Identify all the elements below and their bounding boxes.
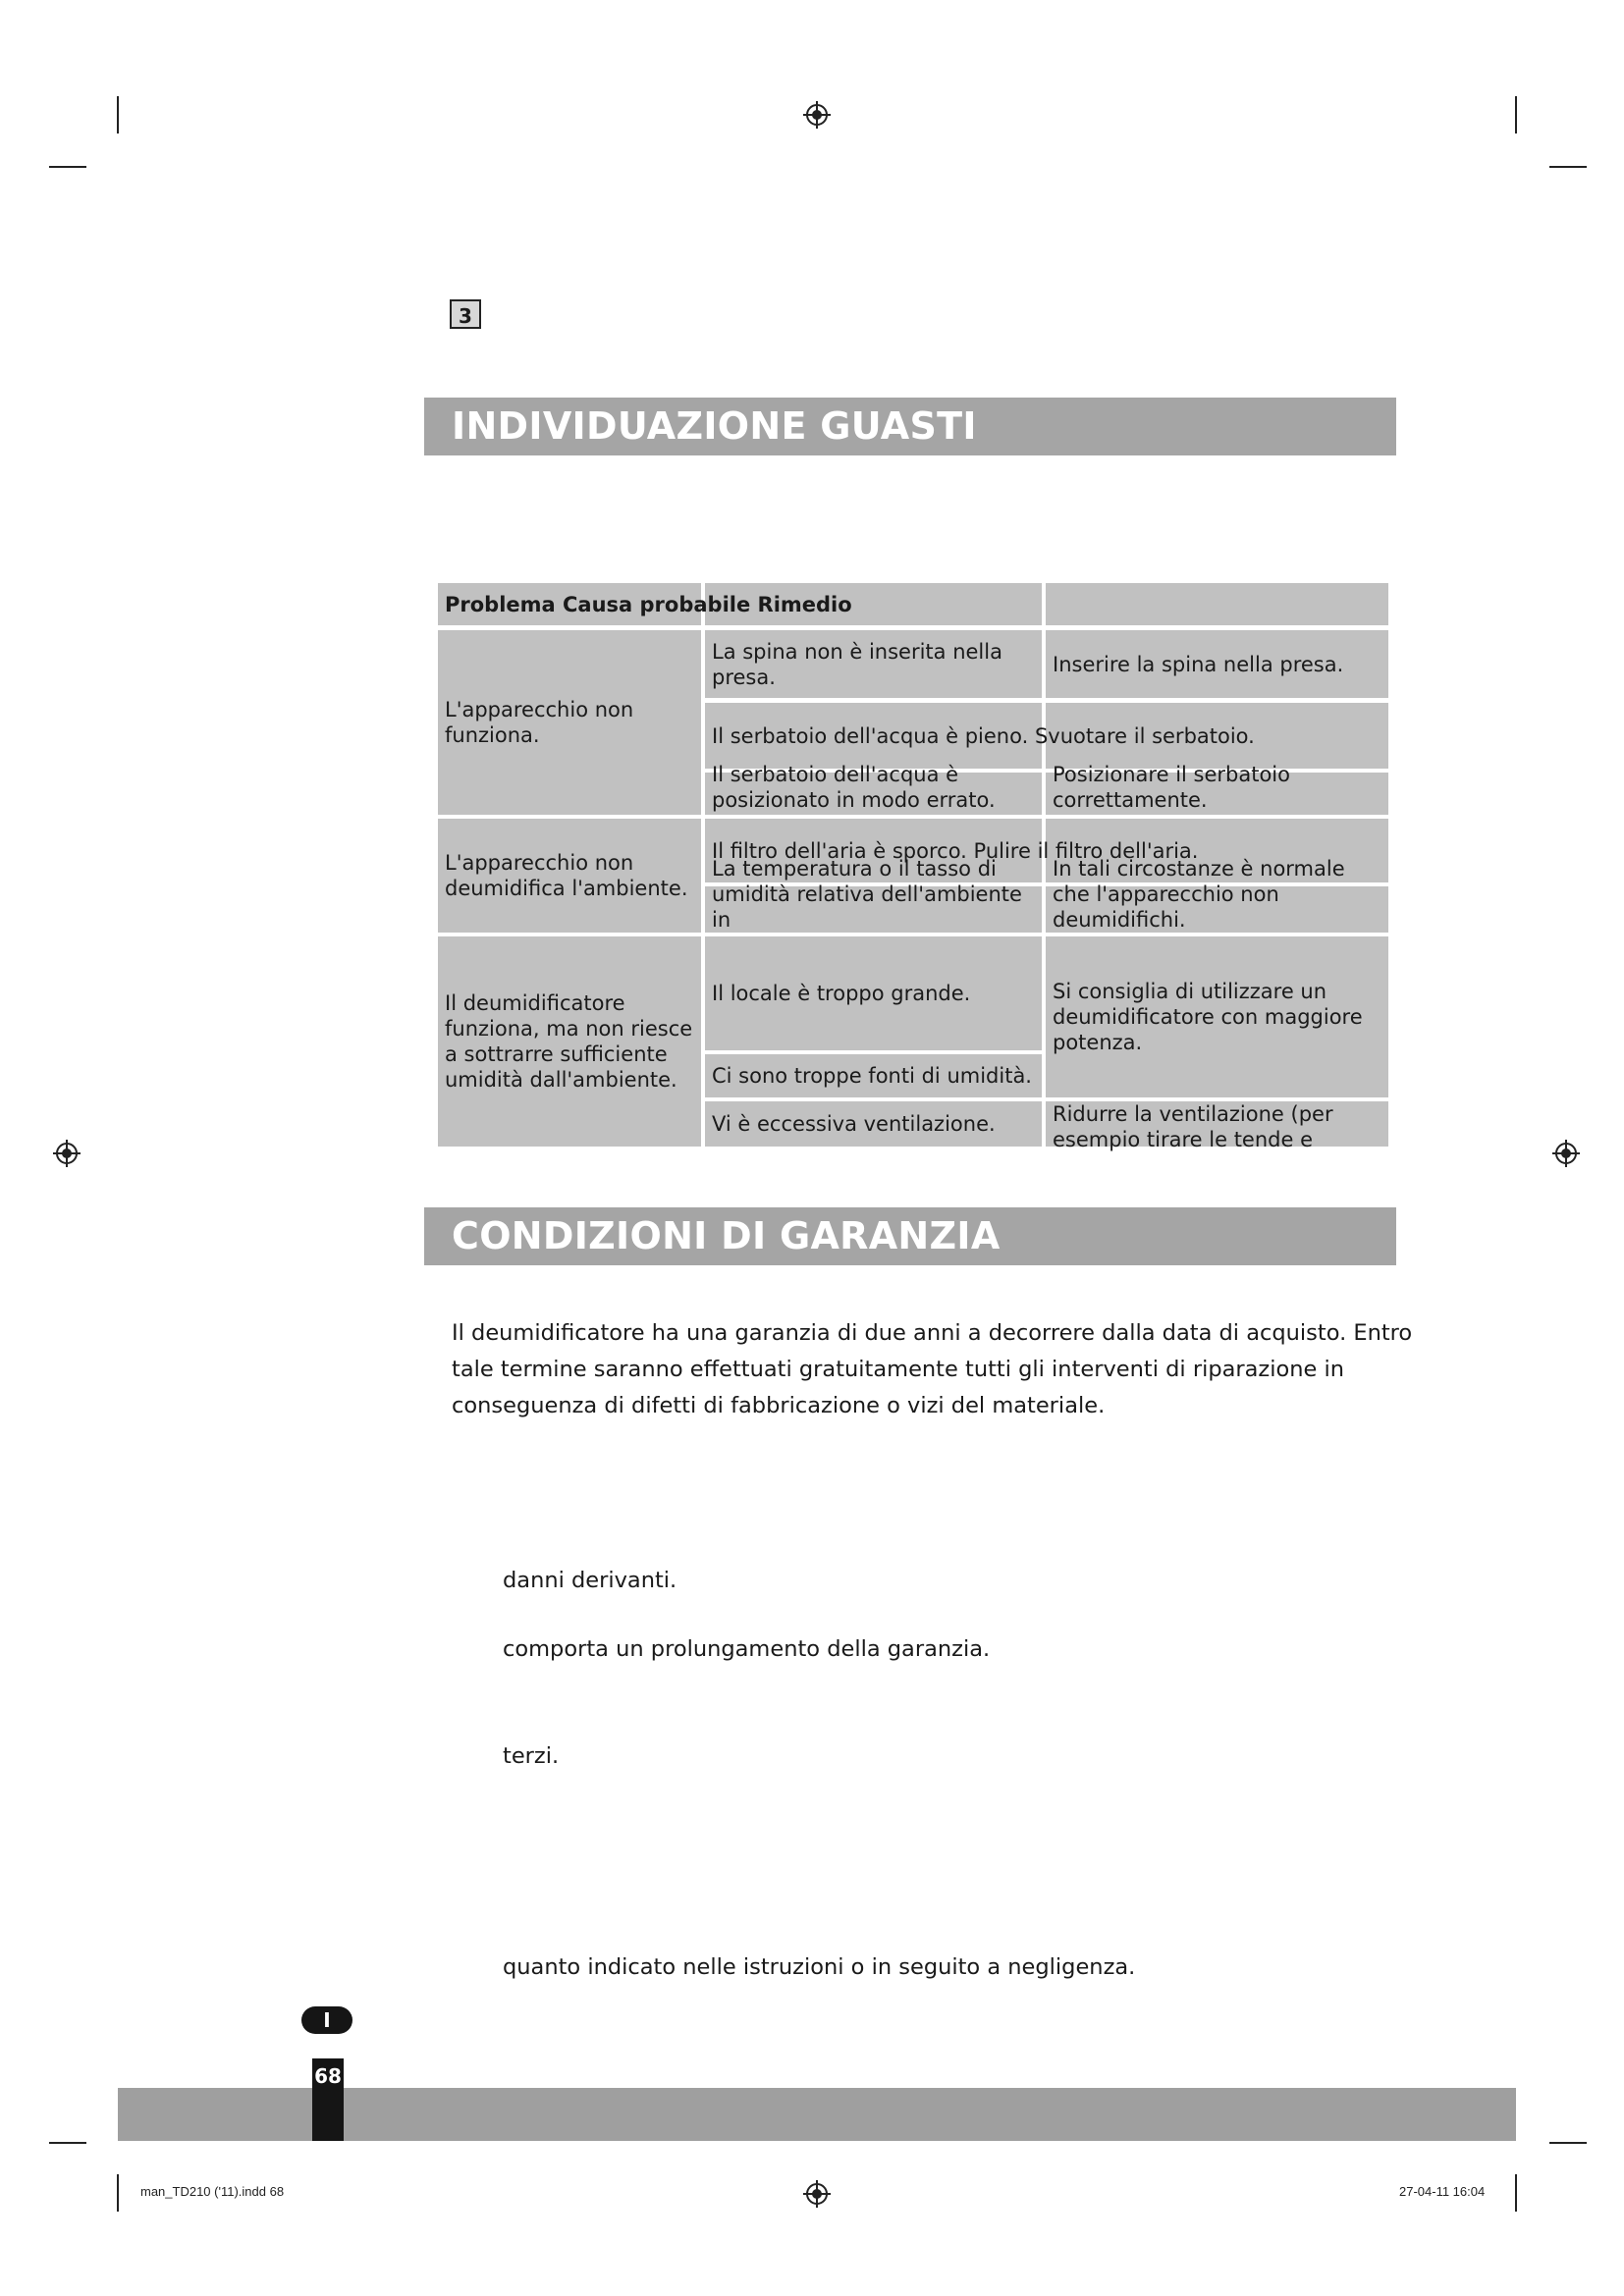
cause-cell xyxy=(705,703,1412,769)
remedy-cell xyxy=(1046,936,1388,1097)
warranty-title: CONDIZIONI DI GARANZIA xyxy=(424,1207,1396,1265)
header-cell xyxy=(1046,583,1388,625)
cause-cell xyxy=(705,936,1042,1050)
problem-cell xyxy=(438,630,701,815)
page-number: 68 xyxy=(312,2058,344,2141)
registration-mark-icon xyxy=(802,2179,832,2209)
problem-text: L'apparecchio non deumidifica l'ambiente. xyxy=(445,851,688,900)
problem-text: Il deumidificatore funziona, ma non riesce a sottrarre sufficiente umidità dall'ambiente. xyxy=(445,991,693,1092)
crop-mark xyxy=(1549,166,1587,168)
cause-text: Il serbatoio dell'acqua è posizionato in modo errato. xyxy=(712,763,996,812)
registration-mark-icon xyxy=(1551,1139,1581,1168)
cause-text: Ci sono troppe fonti di umidità. xyxy=(712,1064,1032,1088)
registration-mark-icon xyxy=(52,1139,81,1168)
warranty-fragment: quanto indicato nelle istruzioni o in seguito a negligenza. xyxy=(503,1954,1136,1980)
crop-mark xyxy=(117,96,119,133)
language-badge: I xyxy=(301,2006,352,2034)
cause-text: La spina non è inserita nella presa. xyxy=(712,639,1002,689)
remedy-text: Si consiglia di utilizzare un deumidificatore con maggiore potenza. xyxy=(1053,980,1363,1054)
cause-text: Il serbatoio dell'acqua è pieno. Svuotare il serbatoio. xyxy=(712,723,1255,748)
cause-text: Il filtro dell'aria è sporco. Pulire il filtro dell'aria. xyxy=(712,838,1199,863)
problem-cell xyxy=(438,936,701,1147)
remedy-text: Inserire la spina nella presa. xyxy=(1053,652,1344,676)
troubleshooting-title: INDIVIDUAZIONE GUASTI xyxy=(424,398,1396,455)
warranty-fragment: danni derivanti. xyxy=(503,1568,677,1593)
section-number: 3 xyxy=(450,299,481,329)
cause-cell xyxy=(705,630,1042,698)
crop-mark xyxy=(1515,2174,1517,2212)
remedy-text: In tali circostanze è normale che l'apparecchio non deumidifichi. xyxy=(1053,857,1345,932)
crop-mark xyxy=(49,166,86,168)
remedy-cell xyxy=(1046,1101,1388,1151)
remedy-text: Posizionare il serbatoio correttamente. xyxy=(1053,763,1290,812)
crop-mark xyxy=(49,2142,86,2144)
cause-cell xyxy=(705,857,1042,933)
cause-cell xyxy=(705,1054,1042,1097)
remedy-text: Ridurre la ventilazione (per esempio tirare le tende e xyxy=(1053,1102,1333,1151)
remedy-cell xyxy=(1046,630,1388,698)
slug-date: 27-04-11 16:04 xyxy=(1399,2184,1486,2199)
problem-cell xyxy=(438,819,701,933)
cause-cell xyxy=(705,1101,1042,1147)
remedy-cell xyxy=(1046,763,1388,815)
registration-mark-icon xyxy=(802,100,832,130)
crop-mark xyxy=(1549,2142,1587,2144)
slug-file: man_TD210 ('11).indd 68 xyxy=(140,2184,285,2199)
remedy-cell xyxy=(1046,857,1388,933)
warranty-fragment: terzi. xyxy=(503,1743,560,1769)
cause-text: Il locale è troppo grande. xyxy=(712,982,971,1005)
crop-mark xyxy=(117,2174,119,2212)
cause-text: La temperatura o il tasso di umidità relativa dell'ambiente in xyxy=(712,857,1022,932)
cause-text: Vi è eccessiva ventilazione. xyxy=(712,1112,996,1136)
cause-cell xyxy=(705,819,1412,882)
cause-cell xyxy=(705,763,1042,815)
problem-text: L'apparecchio non funziona. xyxy=(445,698,634,747)
table-header-label: Problema Causa probabile Rimedio xyxy=(445,592,852,616)
crop-mark xyxy=(1515,96,1517,133)
warranty-fragment: comporta un prolungamento della garanzia. xyxy=(503,1636,991,1662)
warranty-paragraph: Il deumidificatore ha una garanzia di due anni a decorrere dalla data di acquisto. Entro tale termine saranno effettuati gratuitamente tutti gli interventi di riparazione in conseguenza di difetti di fabbricazione o vizi del materiale. xyxy=(452,1320,1413,1418)
